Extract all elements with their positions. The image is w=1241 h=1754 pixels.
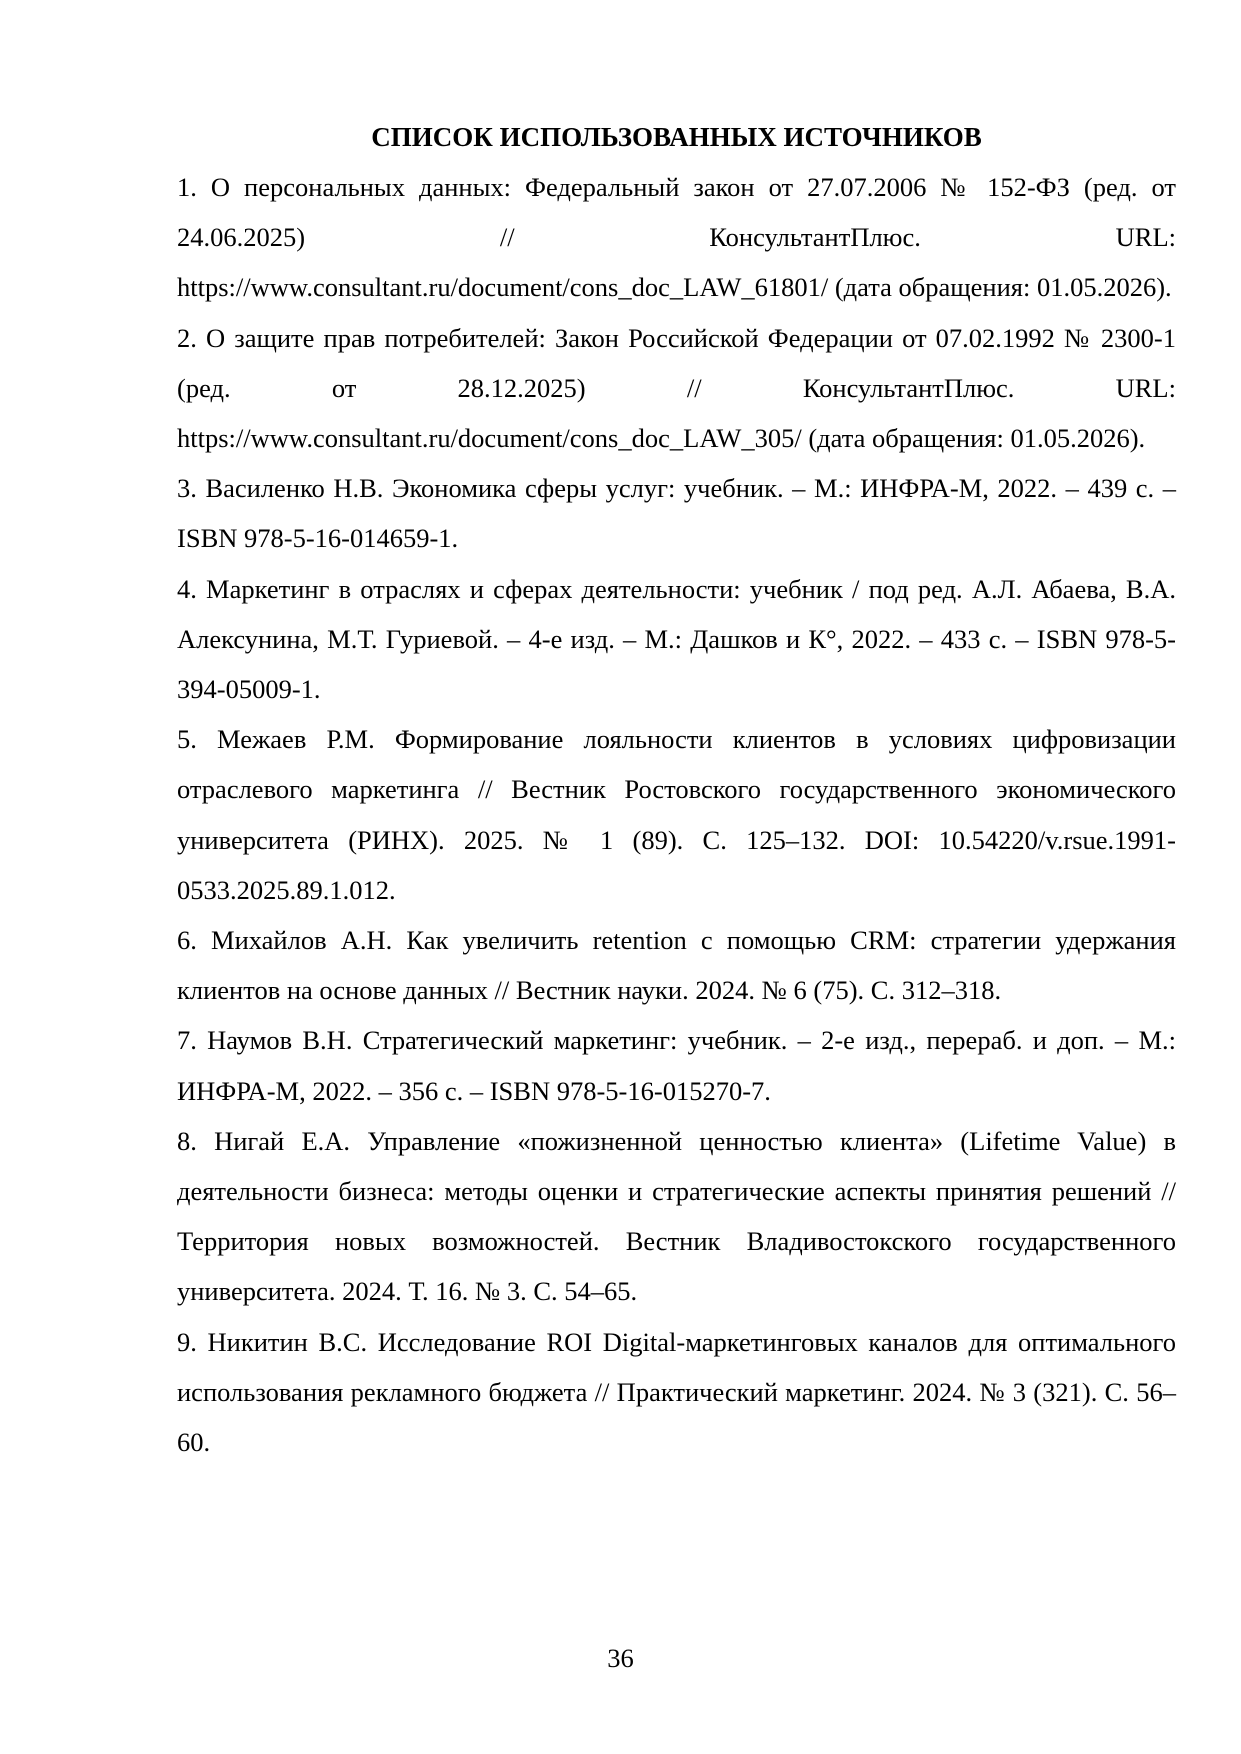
reference-item-9: 9. Никитин В.С. Исследование ROI Digital-маркетинговых каналов для оптимального использования рекламного бюджета // Практический маркетинг. 2024. № 3 (321). С. 56–60. [177,1326,1176,1458]
reference-item-1: 1. О персональных данных: Федеральный закон от 27.07.2006 № 152-ФЗ (ред. от 24.06.2025) // КонсультантПлюс. URL: https://www.consultant.ru/document/cons_doc_LAW_61801/ (дата обращения: 01.05.2026). [177,172,1176,303]
reference-item-4: 4. Маркетинг в отраслях и сферах деятельности: учебник / под ред. А.Л. Абаева, В.А. Алексунина, М.Т. Гуриевой. – 4-е изд. – М.: Дашков и К°, 2022. – 433 с. – ISBN 978-5-394-05009-1. [177,573,1176,705]
page-number: 36 [607,1643,634,1673]
reference-item-8: 8. Нигай Е.А. Управление «пожизненной ценностью клиента» (Lifetime Value) в деятельности бизнеса: методы оценки и стратегические аспекты принятия решений // Территория новых возможностей. Вестник Владивостокского государственного университета. 2024. Т. 16. № 3. С. 54–65. [177,1125,1176,1307]
reference-item-5: 5. Межаев Р.М. Формирование лояльности клиентов в условиях цифровизации отраслевого маркетинга // Вестник Ростовского государственного экономического университета (РИНХ). 2025. № 1 (89). С. 125–132. DOI: 10.54220/v.rsue.1991-0533.2025.89.1.012. [177,724,1176,905]
reference-item-2: 2. О защите прав потребителей: Закон Российской Федерации от 07.02.1992 № 2300-1 (ред. от 28.12.2025) // КонсультантПлюс. URL: https://www.consultant.ru/document/cons_doc_LAW_305/ (дата обращения: 01.05.2026). [177,322,1176,454]
reference-item-7: 7. Наумов В.Н. Стратегический маркетинг: учебник. – 2-е изд., перераб. и доп. – М.: ИНФРА-М, 2022. – 356 с. – ISBN 978-5-16-015270-7. [177,1025,1176,1106]
reference-item-6: 6. Михайлов А.Н. Как увеличить retention с помощью CRM: стратегии удержания клиентов на основе данных // Вестник науки. 2024. № 6 (75). С. 312–318. [177,925,1176,1006]
page-title: СПИСОК ИСПОЛЬЗОВАННЫХ ИСТОЧНИКОВ [371,122,982,152]
reference-list [177,162,1176,1467]
page-content [177,112,1176,1467]
reference-item-3: 3. Василенко Н.В. Экономика сферы услуг: учебник. – М.: ИНФРА-М, 2022. – 439 с. – ISBN 978-5-16-014659-1. [177,473,1176,554]
